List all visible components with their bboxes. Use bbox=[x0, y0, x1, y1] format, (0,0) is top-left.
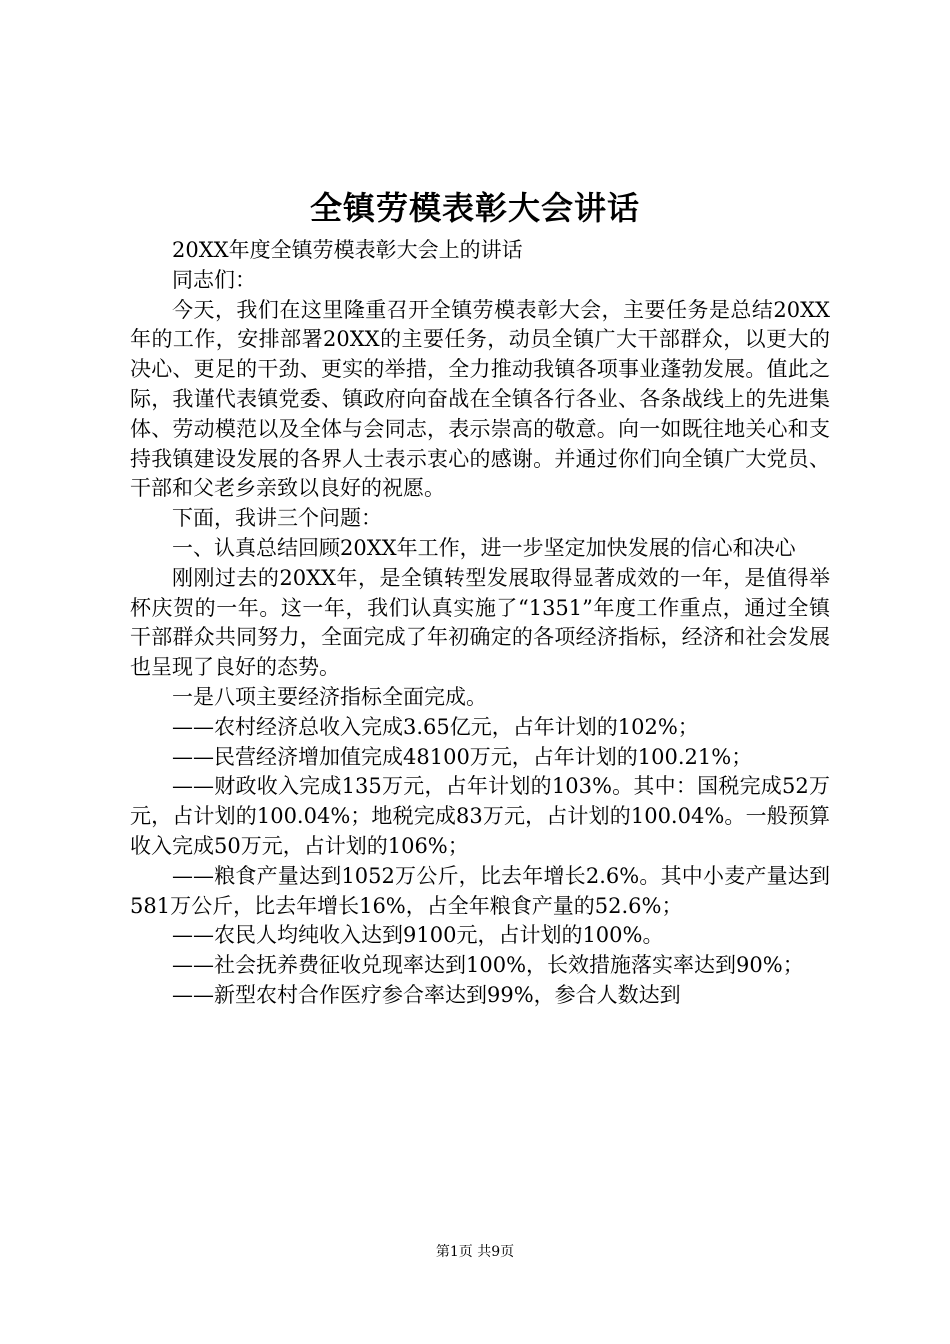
section-heading: 一、认真总结回顾20XX年工作，进一步坚定加快发展的信心和决心 bbox=[172, 535, 796, 560]
indicator-item: ——社会抚养费征收兑现率达到100%，长效措施落实率达到90%； bbox=[172, 953, 804, 978]
indicator-item: ——民营经济增加值完成48100万元，占年计划的100.21%； bbox=[172, 744, 753, 769]
indicator-item: ——财政收入完成135万元，占年计划的103%。其中：国税完成52万元，占计划的100.04%；地税完成83万元，占计划的100.04%。一般预算收入完成50万元，占计划的106%； bbox=[130, 774, 830, 858]
salutation-paragraph: 同志们： bbox=[172, 267, 256, 292]
page-footer: 第1页 共9页 bbox=[435, 1244, 515, 1260]
document-body bbox=[130, 236, 830, 1011]
document-title: 全镇劳模表彰大会讲话 bbox=[309, 189, 640, 227]
review-paragraph: 刚刚过去的20XX年，是全镇转型发展取得显著成效的一年，是值得举杯庆贺的一年。这一年，我们认真实施了“1351”年度工作重点，通过全镇干部群众共同努力，全面完成了年初确定的各项经济指标，经济和社会发展也呈现了良好的态势。 bbox=[130, 565, 830, 680]
intro-paragraph: 今天，我们在这里隆重召开全镇劳模表彰大会，主要任务是总结20XX年的工作，安排部署20XX的主要任务，动员全镇广大干部群众，以更大的决心、更足的干劲、更实的举措，全力推动我镇各项事业蓬勃发展。值此之际，我谨代表镇党委、镇政府向奋战在全镇各行各业、各条战线上的先进集体、劳动模范以及全体与会同志，表示崇高的敬意。向一如既往地关心和支持我镇建设发展的各界人士表示衷心的感谢。并通过你们向全镇广大党员、干部和父老乡亲致以良好的祝愿。 bbox=[130, 297, 830, 501]
indicator-item: ——农民人均纯收入达到9100元，占计划的100%。 bbox=[172, 923, 664, 948]
indicator-item: ——新型农村合作医疗参合率达到99%，参合人数达到 bbox=[172, 982, 681, 1007]
indicator-item: ——农村经济总收入完成3.65亿元，占年计划的102%； bbox=[172, 714, 699, 739]
outline-paragraph: 下面，我讲三个问题： bbox=[172, 506, 382, 531]
indicator-item: ——粮食产量达到1052万公斤，比去年增长2.6%。其中小麦产量达到581万公斤，比去年增长16%，占全年粮食产量的52.6%； bbox=[130, 863, 830, 918]
subheading-paragraph: 一是八项主要经济指标全面完成。 bbox=[172, 684, 487, 709]
subtitle-paragraph: 20XX年度全镇劳模表彰大会上的讲话 bbox=[172, 238, 523, 262]
